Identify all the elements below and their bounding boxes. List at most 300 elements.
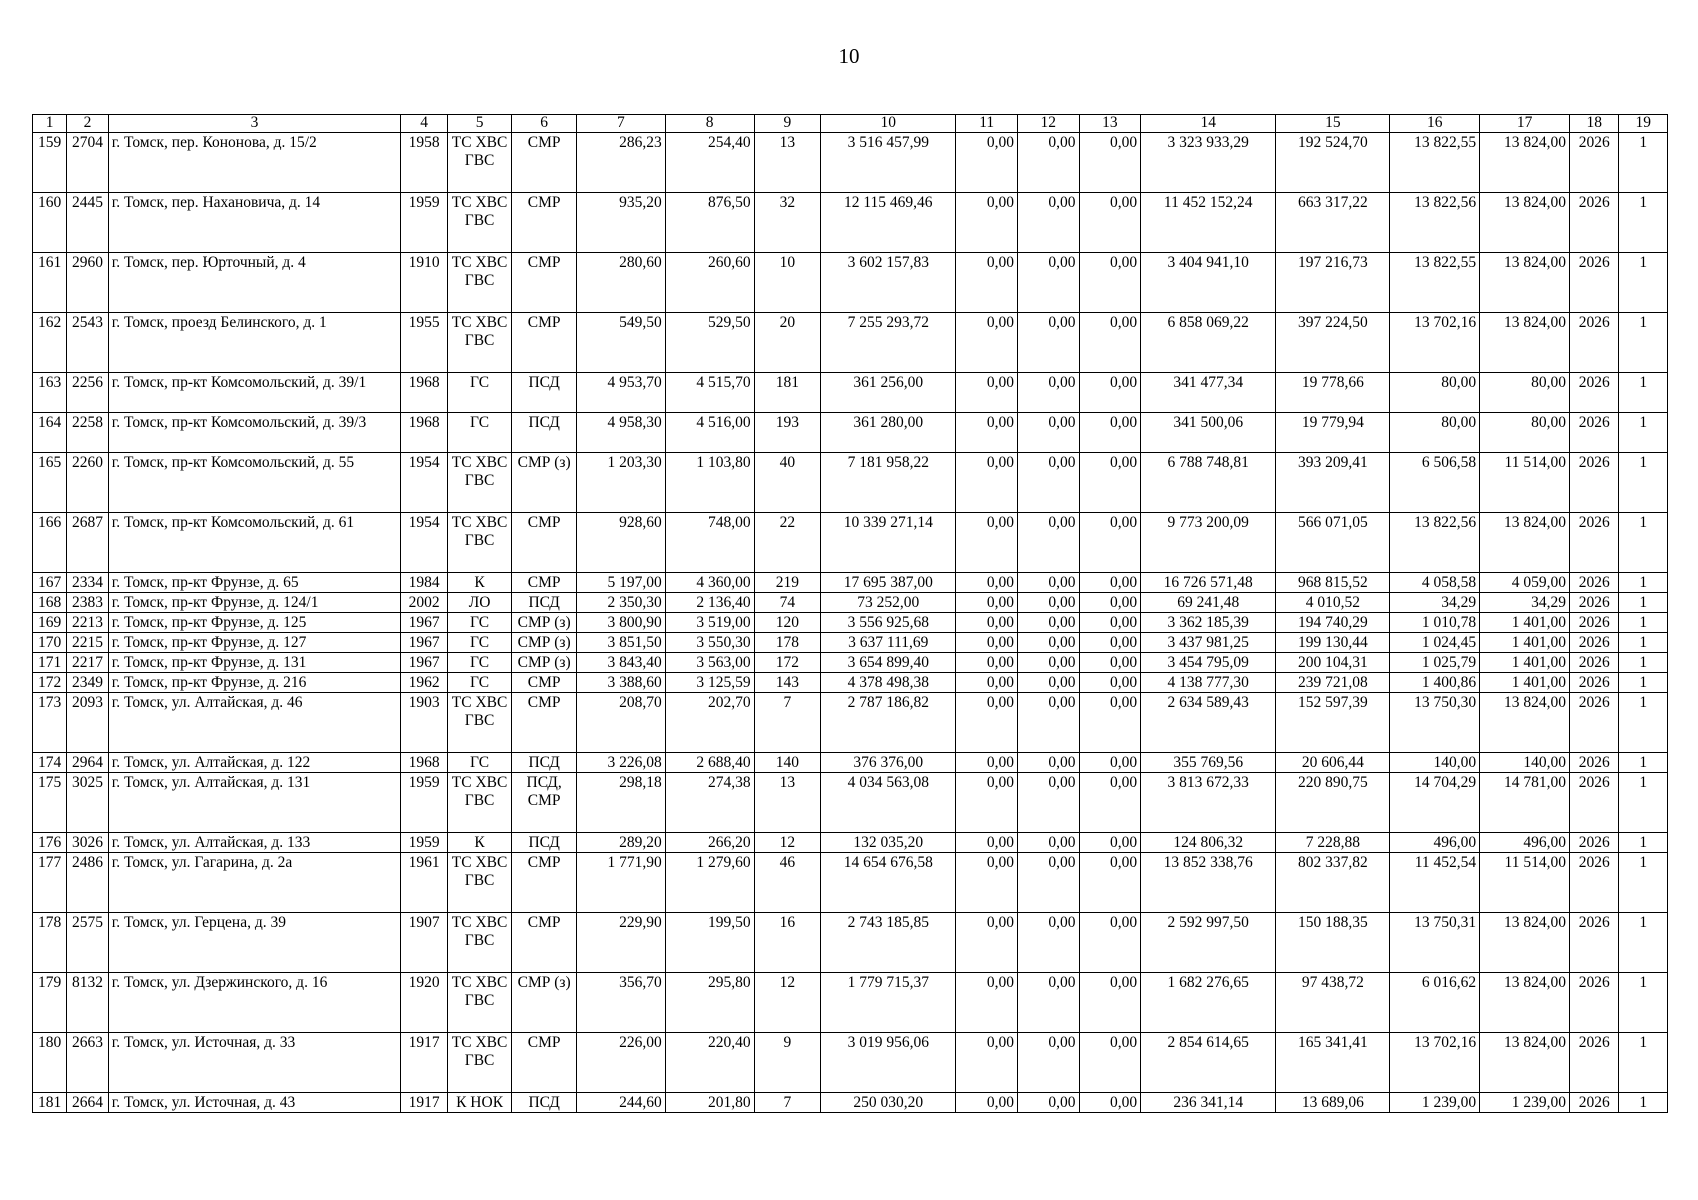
table-cell: 1 010,78 xyxy=(1390,613,1480,633)
table-cell: 3 516 457,99 xyxy=(821,133,956,193)
table-cell: 1 239,00 xyxy=(1390,1093,1480,1113)
table-cell: 0,00 xyxy=(1017,613,1079,633)
page-number: 10 xyxy=(838,44,860,68)
table-cell: 2960 xyxy=(67,253,108,313)
table-cell: 496,00 xyxy=(1390,833,1480,853)
table-cell: 6 016,62 xyxy=(1390,973,1480,1033)
table-cell: 0,00 xyxy=(956,853,1018,913)
table-cell: ТС ХВС ГВС xyxy=(447,133,512,193)
table-cell: 1 239,00 xyxy=(1480,1093,1570,1113)
table-cell: 1 xyxy=(1619,673,1668,693)
table-cell: 3 454 795,09 xyxy=(1141,653,1276,673)
table-cell: 0,00 xyxy=(1017,513,1079,573)
table-cell: 14 654 676,58 xyxy=(821,853,956,913)
table-cell: г. Томск, ул. Дзержинского, д. 16 xyxy=(108,973,401,1033)
table-cell: 12 xyxy=(754,833,821,853)
table-cell: ГС xyxy=(447,673,512,693)
table-cell: 20 606,44 xyxy=(1276,753,1390,773)
table-cell: 2026 xyxy=(1569,253,1618,313)
table-cell: 160 xyxy=(33,193,67,253)
table-cell: 2383 xyxy=(67,593,108,613)
table-cell: г. Томск, пр-кт Комсомольский, д. 55 xyxy=(108,453,401,513)
table-cell: 1954 xyxy=(401,453,447,513)
table-cell: 0,00 xyxy=(1017,1033,1079,1093)
table-cell: 566 071,05 xyxy=(1276,513,1390,573)
table-cell: 1 xyxy=(1619,313,1668,373)
table-cell: 4 516,00 xyxy=(665,413,754,453)
table-cell: 13 822,56 xyxy=(1390,513,1480,573)
table-cell: 4 010,52 xyxy=(1276,593,1390,613)
table-cell: 2026 xyxy=(1569,613,1618,633)
table-cell: г. Томск, ул. Алтайская, д. 131 xyxy=(108,773,401,833)
table-cell: г. Томск, пер. Нахановича, д. 14 xyxy=(108,193,401,253)
table-cell: 80,00 xyxy=(1480,373,1570,413)
table-cell: 1959 xyxy=(401,773,447,833)
table-cell: 0,00 xyxy=(956,1093,1018,1113)
table-cell: 1917 xyxy=(401,1033,447,1093)
column-header: 1 xyxy=(33,115,67,133)
table-cell: 178 xyxy=(33,913,67,973)
column-header: 13 xyxy=(1079,115,1141,133)
table-row xyxy=(33,373,1668,413)
table-cell: 3 362 185,39 xyxy=(1141,613,1276,633)
table-cell: 11 514,00 xyxy=(1480,853,1570,913)
table-row xyxy=(33,513,1668,573)
table-cell: 124 806,32 xyxy=(1141,833,1276,853)
table-cell: 1 xyxy=(1619,133,1668,193)
table-cell: 0,00 xyxy=(1017,773,1079,833)
table-cell: 2026 xyxy=(1569,673,1618,693)
table-cell: 6 506,58 xyxy=(1390,453,1480,513)
table-cell: 0,00 xyxy=(1017,193,1079,253)
table-cell: 266,20 xyxy=(665,833,754,853)
table-cell: 0,00 xyxy=(956,973,1018,1033)
table-cell: 2026 xyxy=(1569,693,1618,753)
column-header: 10 xyxy=(821,115,956,133)
table-cell: 0,00 xyxy=(1079,833,1141,853)
table-cell: 1984 xyxy=(401,573,447,593)
table-cell: 13 750,30 xyxy=(1390,693,1480,753)
table-cell: 13 xyxy=(754,773,821,833)
table-cell: 22 xyxy=(754,513,821,573)
table-cell: 12 xyxy=(754,973,821,1033)
table-cell: 13 822,56 xyxy=(1390,193,1480,253)
table-cell: 3 437 981,25 xyxy=(1141,633,1276,653)
table-cell: 0,00 xyxy=(956,673,1018,693)
table-cell: 2026 xyxy=(1569,1033,1618,1093)
table-cell: 0,00 xyxy=(1017,693,1079,753)
table-cell: 167 xyxy=(33,573,67,593)
table-cell: 1954 xyxy=(401,513,447,573)
table-cell: 0,00 xyxy=(956,253,1018,313)
table-cell: 161 xyxy=(33,253,67,313)
table-cell: 0,00 xyxy=(1079,693,1141,753)
table-cell: 935,20 xyxy=(576,193,665,253)
table-body xyxy=(33,133,1668,1113)
table-cell: 201,80 xyxy=(665,1093,754,1113)
table-cell: 4 515,70 xyxy=(665,373,754,413)
table-cell: 2026 xyxy=(1569,373,1618,413)
table-cell: 11 452,54 xyxy=(1390,853,1480,913)
table-cell: 0,00 xyxy=(1079,753,1141,773)
table-cell: 12 115 469,46 xyxy=(821,193,956,253)
table-cell: ГС xyxy=(447,613,512,633)
table-cell: 80,00 xyxy=(1480,413,1570,453)
table-cell: 74 xyxy=(754,593,821,613)
table-cell: ТС ХВС ГВС xyxy=(447,253,512,313)
table-cell: г. Томск, ул. Гагарина, д. 2а xyxy=(108,853,401,913)
table-cell: 13 852 338,76 xyxy=(1141,853,1276,913)
table-cell: 192 524,70 xyxy=(1276,133,1390,193)
table-cell: 165 341,41 xyxy=(1276,1033,1390,1093)
table-cell: 2575 xyxy=(67,913,108,973)
table-cell: 0,00 xyxy=(956,753,1018,773)
table-cell: ГС xyxy=(447,753,512,773)
table-cell: 0,00 xyxy=(1079,673,1141,693)
table-cell: 0,00 xyxy=(1079,633,1141,653)
table-cell: 13 702,16 xyxy=(1390,313,1480,373)
table-row xyxy=(33,413,1668,453)
table-cell: ГС xyxy=(447,633,512,653)
data-table xyxy=(32,114,1668,1113)
table-cell: ПСД, СМР xyxy=(512,773,577,833)
table-cell: 13 xyxy=(754,133,821,193)
table-cell: 1910 xyxy=(401,253,447,313)
table-cell: 169 xyxy=(33,613,67,633)
table-cell: СМР xyxy=(512,133,577,193)
table-cell: 663 317,22 xyxy=(1276,193,1390,253)
table-cell: 250 030,20 xyxy=(821,1093,956,1113)
table-cell: 1 771,90 xyxy=(576,853,665,913)
table-row xyxy=(33,913,1668,973)
table-cell: 361 280,00 xyxy=(821,413,956,453)
table-cell: 80,00 xyxy=(1390,413,1480,453)
table-cell: 0,00 xyxy=(956,653,1018,673)
table-cell: СМР xyxy=(512,673,577,693)
table-cell: 1961 xyxy=(401,853,447,913)
table-cell: 13 702,16 xyxy=(1390,1033,1480,1093)
table-cell: 2 634 589,43 xyxy=(1141,693,1276,753)
table-cell: 0,00 xyxy=(1017,133,1079,193)
table-cell: 2 743 185,85 xyxy=(821,913,956,973)
table-cell: СМР xyxy=(512,253,577,313)
table-cell: ПСД xyxy=(512,593,577,613)
table-cell: 1917 xyxy=(401,1093,447,1113)
table-cell: 7 181 958,22 xyxy=(821,453,956,513)
table-row xyxy=(33,313,1668,373)
table-cell: 1 203,30 xyxy=(576,453,665,513)
table-cell: 181 xyxy=(33,1093,67,1113)
table-cell: 1967 xyxy=(401,653,447,673)
table-cell: 1920 xyxy=(401,973,447,1033)
table-cell: 0,00 xyxy=(1017,413,1079,453)
table-cell: 1 xyxy=(1619,693,1668,753)
table-cell: 1962 xyxy=(401,673,447,693)
table-cell: 3 323 933,29 xyxy=(1141,133,1276,193)
table-cell: 3 019 956,06 xyxy=(821,1033,956,1093)
table-cell: 1958 xyxy=(401,133,447,193)
table-cell: 132 035,20 xyxy=(821,833,956,853)
table-cell: 1 279,60 xyxy=(665,853,754,913)
table-cell: 2026 xyxy=(1569,513,1618,573)
table-cell: 3 404 941,10 xyxy=(1141,253,1276,313)
table-cell: 4 953,70 xyxy=(576,373,665,413)
table-cell: 0,00 xyxy=(956,693,1018,753)
table-row xyxy=(33,693,1668,753)
table-cell: 239 721,08 xyxy=(1276,673,1390,693)
table-cell: 289,20 xyxy=(576,833,665,853)
table-cell: 2260 xyxy=(67,453,108,513)
table-cell: 341 500,06 xyxy=(1141,413,1276,453)
table-cell: 1 401,00 xyxy=(1480,613,1570,633)
table-cell: 2687 xyxy=(67,513,108,573)
table-cell: 199,50 xyxy=(665,913,754,973)
table-cell: 202,70 xyxy=(665,693,754,753)
table-cell: 175 xyxy=(33,773,67,833)
table-cell: 1 xyxy=(1619,193,1668,253)
table-cell: г. Томск, ул. Источная, д. 33 xyxy=(108,1033,401,1093)
table-cell: 2026 xyxy=(1569,313,1618,373)
table-cell: 1 xyxy=(1619,573,1668,593)
table-cell: 140 xyxy=(754,753,821,773)
table-cell: 13 824,00 xyxy=(1480,193,1570,253)
table-cell: 4 958,30 xyxy=(576,413,665,453)
table-cell: ТС ХВС ГВС xyxy=(447,453,512,513)
table-cell: 17 695 387,00 xyxy=(821,573,956,593)
table-cell: 172 xyxy=(33,673,67,693)
table-cell: 176 xyxy=(33,833,67,853)
table-cell: 2 688,40 xyxy=(665,753,754,773)
table-cell: 4 058,58 xyxy=(1390,573,1480,593)
table-cell: 355 769,56 xyxy=(1141,753,1276,773)
table-cell: 1 xyxy=(1619,613,1668,633)
table-cell: 140,00 xyxy=(1390,753,1480,773)
table-cell: СМР (з) xyxy=(512,613,577,633)
table-cell: 2026 xyxy=(1569,573,1618,593)
table-cell: СМР xyxy=(512,513,577,573)
table-cell: 7 255 293,72 xyxy=(821,313,956,373)
table-cell: 13 750,31 xyxy=(1390,913,1480,973)
table-cell: 1 401,00 xyxy=(1480,653,1570,673)
table-cell: 2215 xyxy=(67,633,108,653)
table-cell: 2093 xyxy=(67,693,108,753)
table-cell: 220,40 xyxy=(665,1033,754,1093)
table-cell: 34,29 xyxy=(1390,593,1480,613)
table-cell: 177 xyxy=(33,853,67,913)
table-cell: 0,00 xyxy=(956,593,1018,613)
table-cell: 1 xyxy=(1619,913,1668,973)
table-cell: 0,00 xyxy=(1079,913,1141,973)
column-header: 7 xyxy=(576,115,665,133)
column-header: 12 xyxy=(1017,115,1079,133)
table-cell: 13 824,00 xyxy=(1480,133,1570,193)
table-row xyxy=(33,653,1668,673)
table-cell: г. Томск, ул. Алтайская, д. 133 xyxy=(108,833,401,853)
table-cell: 0,00 xyxy=(1017,833,1079,853)
column-header: 15 xyxy=(1276,115,1390,133)
table-cell: 549,50 xyxy=(576,313,665,373)
table-cell: СМР (з) xyxy=(512,653,577,673)
table-cell: 1903 xyxy=(401,693,447,753)
table-cell: 0,00 xyxy=(1017,973,1079,1033)
table-cell: ПСД xyxy=(512,833,577,853)
table-cell: 3 602 157,83 xyxy=(821,253,956,313)
table-row xyxy=(33,633,1668,653)
table-cell: г. Томск, ул. Алтайская, д. 122 xyxy=(108,753,401,773)
table-cell: 1 xyxy=(1619,373,1668,413)
table-cell: 361 256,00 xyxy=(821,373,956,413)
table-row xyxy=(33,973,1668,1033)
table-row xyxy=(33,193,1668,253)
table-cell: 0,00 xyxy=(1079,313,1141,373)
table-cell: 341 477,34 xyxy=(1141,373,1276,413)
table-cell: 164 xyxy=(33,413,67,453)
table-cell: 10 xyxy=(754,253,821,313)
table-cell: 80,00 xyxy=(1390,373,1480,413)
table-cell: ЛО xyxy=(447,593,512,613)
table-cell: 3 556 925,68 xyxy=(821,613,956,633)
table-cell: 208,70 xyxy=(576,693,665,753)
table-cell: 16 xyxy=(754,913,821,973)
table-cell: 193 xyxy=(754,413,821,453)
table-cell: г. Томск, пер. Юрточный, д. 4 xyxy=(108,253,401,313)
table-cell: 140,00 xyxy=(1480,753,1570,773)
table-cell: 229,90 xyxy=(576,913,665,973)
table-cell: 876,50 xyxy=(665,193,754,253)
table-cell: 2026 xyxy=(1569,773,1618,833)
table-cell: 3 800,90 xyxy=(576,613,665,633)
table-cell: 97 438,72 xyxy=(1276,973,1390,1033)
table-cell: 0,00 xyxy=(1017,913,1079,973)
table-row xyxy=(33,1033,1668,1093)
table-cell: 1955 xyxy=(401,313,447,373)
table-cell: 2026 xyxy=(1569,913,1618,973)
table-cell: 802 337,82 xyxy=(1276,853,1390,913)
table-cell: 3 226,08 xyxy=(576,753,665,773)
table-cell: 2026 xyxy=(1569,633,1618,653)
table-cell: 174 xyxy=(33,753,67,773)
table-cell: 0,00 xyxy=(1079,613,1141,633)
table-cell: 220 890,75 xyxy=(1276,773,1390,833)
table-cell: 1 xyxy=(1619,1033,1668,1093)
table-cell: 1968 xyxy=(401,753,447,773)
table-cell: 1959 xyxy=(401,833,447,853)
table-cell: 0,00 xyxy=(1017,573,1079,593)
table-row xyxy=(33,773,1668,833)
table-cell: 2026 xyxy=(1569,833,1618,853)
table-cell: 3 851,50 xyxy=(576,633,665,653)
table-cell: 1968 xyxy=(401,413,447,453)
table-cell: 32 xyxy=(754,193,821,253)
table-cell: 0,00 xyxy=(1017,373,1079,413)
table-cell: 166 xyxy=(33,513,67,573)
table-cell: ГС xyxy=(447,373,512,413)
table-cell: 2663 xyxy=(67,1033,108,1093)
table-cell: ТС ХВС ГВС xyxy=(447,513,512,573)
table-cell: 3 125,59 xyxy=(665,673,754,693)
table-cell: 0,00 xyxy=(1017,453,1079,513)
column-header: 16 xyxy=(1390,115,1480,133)
table-cell: 10 339 271,14 xyxy=(821,513,956,573)
table-cell: 236 341,14 xyxy=(1141,1093,1276,1113)
table-cell: 200 104,31 xyxy=(1276,653,1390,673)
table-cell: 2026 xyxy=(1569,853,1618,913)
table-cell: 1967 xyxy=(401,613,447,633)
table-cell: 0,00 xyxy=(1017,313,1079,373)
table-cell: 1 400,86 xyxy=(1390,673,1480,693)
table-cell: 0,00 xyxy=(956,453,1018,513)
table-cell: 0,00 xyxy=(956,633,1018,653)
table-cell: 1 401,00 xyxy=(1480,633,1570,653)
table-cell: 159 xyxy=(33,133,67,193)
table-cell: г. Томск, пер. Кононова, д. 15/2 xyxy=(108,133,401,193)
table-cell: 6 858 069,22 xyxy=(1141,313,1276,373)
table-cell: 13 824,00 xyxy=(1480,313,1570,373)
table-cell: 7 xyxy=(754,1093,821,1113)
table-cell: 1967 xyxy=(401,633,447,653)
column-header: 19 xyxy=(1619,115,1668,133)
table-cell: 0,00 xyxy=(1079,1033,1141,1093)
table-cell: 0,00 xyxy=(1017,1093,1079,1113)
table-cell: 2704 xyxy=(67,133,108,193)
table-cell: ПСД xyxy=(512,753,577,773)
table-cell: 0,00 xyxy=(1079,1093,1141,1113)
table-row xyxy=(33,453,1668,513)
table-cell: 1 xyxy=(1619,633,1668,653)
table-cell: СМР (з) xyxy=(512,453,577,513)
table-cell: 1 xyxy=(1619,1093,1668,1113)
table-cell: 173 xyxy=(33,693,67,753)
table-cell: 1 xyxy=(1619,453,1668,513)
table-cell: 0,00 xyxy=(956,913,1018,973)
table-cell: 1 024,45 xyxy=(1390,633,1480,653)
table-row xyxy=(33,853,1668,913)
table-cell: СМР xyxy=(512,693,577,753)
table-cell: 393 209,41 xyxy=(1276,453,1390,513)
table-cell: 150 188,35 xyxy=(1276,913,1390,973)
table-cell: 928,60 xyxy=(576,513,665,573)
table-cell: 2026 xyxy=(1569,653,1618,673)
table-row xyxy=(33,593,1668,613)
table-cell: 254,40 xyxy=(665,133,754,193)
table-cell: 16 726 571,48 xyxy=(1141,573,1276,593)
table-cell: 7 228,88 xyxy=(1276,833,1390,853)
table-cell: г. Томск, пр-кт Фрунзе, д. 124/1 xyxy=(108,593,401,613)
table-cell: 9 773 200,09 xyxy=(1141,513,1276,573)
table-cell: 0,00 xyxy=(956,313,1018,373)
table-cell: 168 xyxy=(33,593,67,613)
column-header: 6 xyxy=(512,115,577,133)
table-cell: 1 xyxy=(1619,853,1668,913)
table-cell: 0,00 xyxy=(1017,653,1079,673)
table-cell: 172 xyxy=(754,653,821,673)
table-cell: 2256 xyxy=(67,373,108,413)
table-cell: 3 654 899,40 xyxy=(821,653,956,673)
table-cell: 1 682 276,65 xyxy=(1141,973,1276,1033)
table-cell: СМР xyxy=(512,1033,577,1093)
table-cell: ПСД xyxy=(512,413,577,453)
table-cell: 1 103,80 xyxy=(665,453,754,513)
table-cell: 152 597,39 xyxy=(1276,693,1390,753)
table-cell: 0,00 xyxy=(1017,673,1079,693)
table-cell: 1 xyxy=(1619,753,1668,773)
table-cell: 356,70 xyxy=(576,973,665,1033)
table-cell: К xyxy=(447,833,512,853)
table-cell: 2213 xyxy=(67,613,108,633)
table-cell: ТС ХВС ГВС xyxy=(447,1033,512,1093)
table-cell: ТС ХВС ГВС xyxy=(447,973,512,1033)
table-cell: 181 xyxy=(754,373,821,413)
